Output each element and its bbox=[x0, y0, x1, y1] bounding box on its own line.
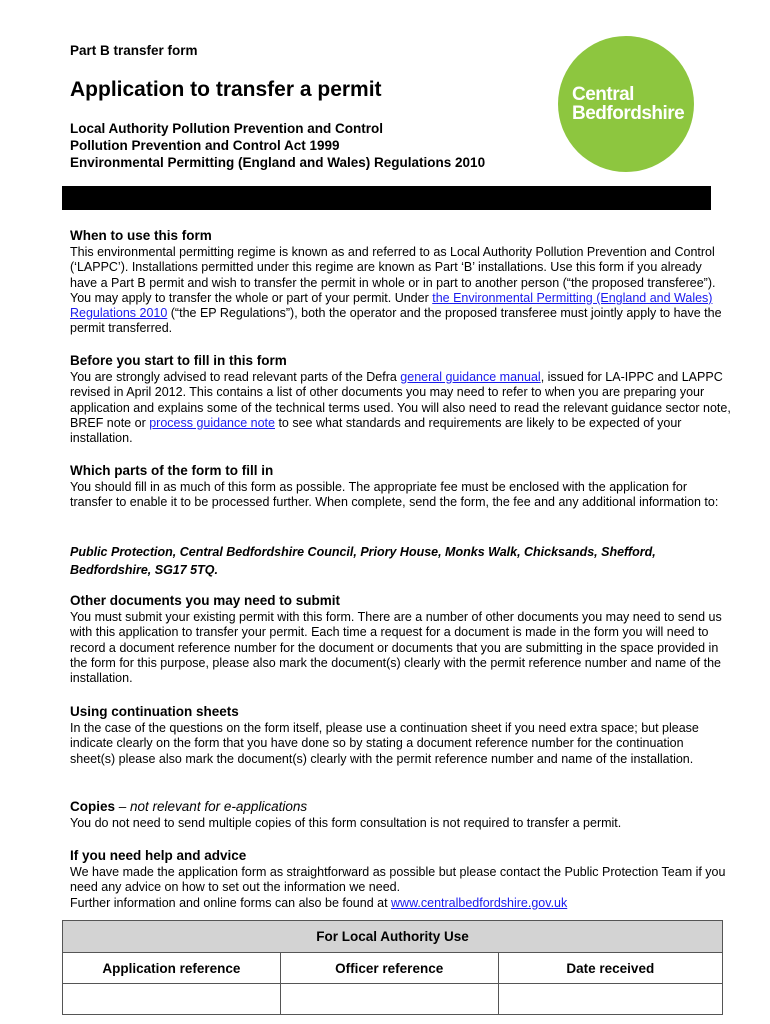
column-header: Officer reference bbox=[280, 953, 498, 984]
section-text: You do not need to send multiple copies of this form consultation is not required to transfer a permit. bbox=[70, 816, 622, 830]
section-other bbox=[70, 593, 732, 686]
table-title: For Local Authority Use bbox=[63, 921, 723, 953]
council-website-link[interactable]: www.centralbedfordshire.gov.uk bbox=[391, 895, 568, 910]
section-when bbox=[70, 228, 732, 337]
process-guidance-link[interactable]: process guidance note bbox=[149, 415, 275, 430]
legislation-list bbox=[70, 120, 485, 171]
application-reference-cell[interactable] bbox=[63, 984, 281, 1015]
section-heading: Copies – not relevant for e-applications bbox=[70, 799, 308, 814]
date-received-cell[interactable] bbox=[498, 984, 722, 1015]
column-header: Date received bbox=[498, 953, 722, 984]
section-heading: Before you start to fill in this form bbox=[70, 353, 287, 368]
section-copies bbox=[70, 799, 732, 831]
section-help bbox=[70, 848, 732, 911]
form-kicker: Part B transfer form bbox=[70, 43, 198, 58]
ep-regulations-link[interactable]: the Environmental Permitting (England and Wales) Regulations 2010 bbox=[70, 290, 713, 321]
officer-reference-cell[interactable] bbox=[280, 984, 498, 1015]
local-authority-use-table bbox=[62, 920, 723, 1015]
page-title: Application to transfer a permit bbox=[70, 78, 382, 101]
legislation-item: Environmental Permitting (England and Wales) Regulations 2010 bbox=[70, 155, 486, 170]
section-before bbox=[70, 353, 732, 446]
section-which bbox=[70, 463, 732, 511]
legislation-item: Pollution Prevention and Control Act 1999 bbox=[70, 138, 340, 153]
central-bedfordshire-logo bbox=[558, 36, 694, 172]
section-heading: If you need help and advice bbox=[70, 848, 247, 863]
logo-line: Central bbox=[572, 84, 634, 105]
section-text: You should fill in as much of this form as possible. The appropriate fee must be enclosed with the application for transfer to enable it to be processed further. When complete, send the form, the fee and any additional information to: bbox=[70, 480, 719, 510]
section-text: This environmental permitting regime is known as and referred to as Local Authority Pollution Prevention and Control (‘LAPPC’). Installations permitted under this regime are known as Part ‘B’ installations. Use this form if you already have a Part B permit and wish to transfer the permit in whole or in part to another person (“the proposed transferee”). You may apply to transfer the whole or part of your permit. Under the Environmental Permitting (England and Wales) Regulations 2010 (“the EP Regulations”), both the operator and the proposed transferee must jointly apply to have the permit transferred. bbox=[70, 245, 722, 336]
section-heading: Other documents you may need to submit bbox=[70, 593, 341, 608]
section-heading: Using continuation sheets bbox=[70, 704, 239, 719]
column-header: Application reference bbox=[63, 953, 281, 984]
logo-line: Bedfordshire bbox=[572, 103, 685, 124]
legislation-item: Local Authority Pollution Prevention and Control bbox=[70, 121, 383, 136]
guidance-manual-link[interactable]: general guidance manual bbox=[400, 370, 541, 384]
section-continuation bbox=[70, 704, 732, 767]
section-text: Further information and online forms can also be found at www.centralbedfordshire.gov.uk bbox=[70, 895, 568, 910]
section-text: You must submit your existing permit with this form. There are a number of other documents you may need to send us with this application to transfer your permit. Each time a request for a document is made in the form you will need to record a document reference number for the document or documents that you are submitting in the space provided in the form for this purpose, please also mark the document(s) clearly with the permit reference number and name of the installation. bbox=[70, 610, 722, 686]
section-text: We have made the application form as straightforward as possible but please contact the Public Protection Team if you need any advice on how to set out the information we need. bbox=[70, 865, 726, 895]
section-text: In the case of the questions on the form itself, please use a continuation sheet if you need extra space; but please indicate clearly on the form that you have done so by stating a document reference number for the continuation sheet(s) please also mark the document(s) clearly with the permit reference number and name of the installation. bbox=[70, 721, 699, 766]
section-text: You are strongly advised to read relevant parts of the Defra general guidance manual, issued for LA-IPPC and LAPPC revised in April 2012. This contains a list of other documents you may need to refer to when you are preparing your application and explains some of the technical terms used. You will also need to read the relevant guidance sector note, BREF note or process guidance note to see what standards and requirements are likely to be expected of your installation. bbox=[70, 370, 731, 446]
header-divider-bar bbox=[62, 186, 711, 210]
section-heading: Which parts of the form to fill in bbox=[70, 463, 274, 478]
section-heading: When to use this form bbox=[70, 228, 212, 243]
postal-address: Public Protection, Central Bedfordshire Council, Priory House, Monks Walk, Chicksands, Shefford, Bedfordshire, SG17 5TQ. bbox=[70, 545, 656, 577]
